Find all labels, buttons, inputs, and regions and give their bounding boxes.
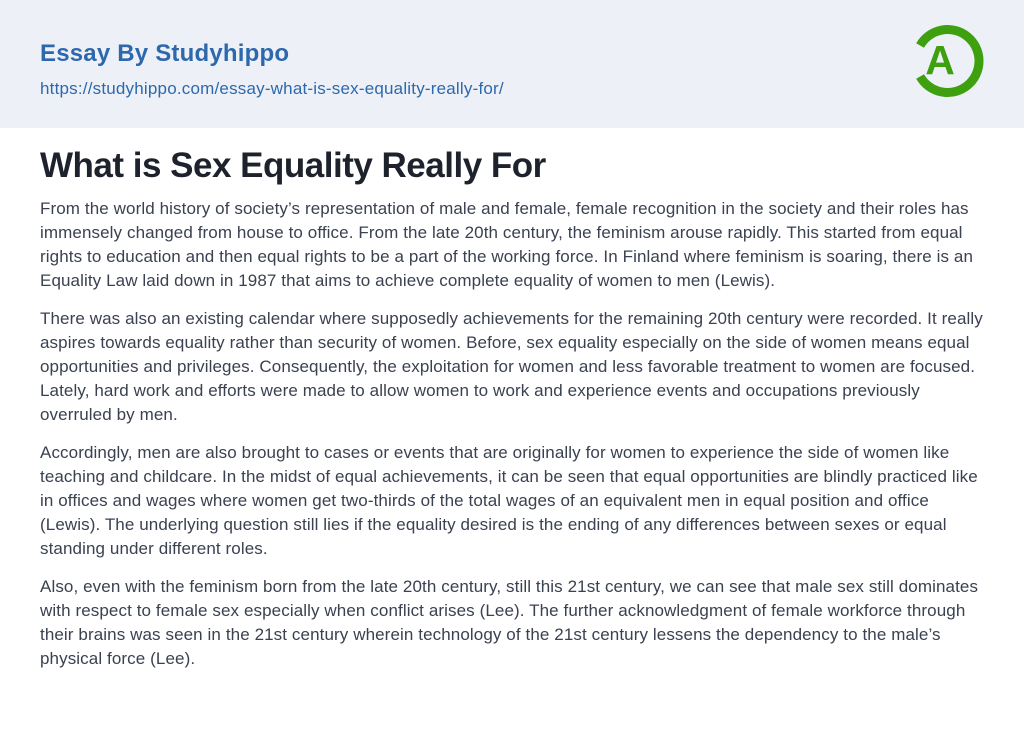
header: [0, 0, 1024, 128]
page-url-link[interactable]: https://studyhippo.com/essay-what-is-sex-equality-really-for/: [40, 79, 504, 98]
logo-letter: A: [925, 36, 955, 83]
essay-paragraph: Accordingly, men are also brought to cases or events that are originally for women to experience the side of women like teaching and childcare. In the midst of equal achievements, it can be seen that equal opportunities are blindly practiced like in offices and wages where women get two-thirds of the total wages of an equivalent men in equal position and office (Lewis). The underlying question still lies if the equality desired is the ending of any differences between sexes or equal standing under different roles.: [40, 443, 978, 558]
page-title: What is Sex Equality Really For: [40, 146, 546, 185]
essay-paragraph: From the world history of society’s representation of male and female, female recognition in the society and their roles has immensely changed from house to office. From the late 20th century, the feminism arouse rapidly. This started from equal rights to education and then equal rights to be a part of the working force. In Finland where feminism is soaring, there is an Equality Law laid down in 1987 that aims to achieve complete equality of women to men (Lewis).: [40, 199, 973, 290]
essay-paragraph: Also, even with the feminism born from the late 20th century, still this 21st century, we can see that male sex still dominates with respect to female sex especially when conflict arises (Lee). The further acknowledgment of female workforce through their brains was seen in the 21st century wherein technology of the 21st century lessens the dependency to the male’s physical force (Lee).: [40, 577, 979, 668]
site-title: Essay By Studyhippo: [40, 40, 290, 67]
studyhippo-logo[interactable]: [908, 22, 986, 100]
essay-paragraph: There was also an existing calendar where supposedly achievements for the remaining 20th century were recorded. It really aspires towards equality rather than security of women. Before, sex equality especially on the side of women means equal opportunities and privileges. Consequently, the exploitation for women and less favorable treatment to women are focused. Lately, hard work and efforts were made to allow women to work and experience events and occupations previously overruled by men.: [40, 309, 983, 424]
article: [0, 145, 1024, 671]
